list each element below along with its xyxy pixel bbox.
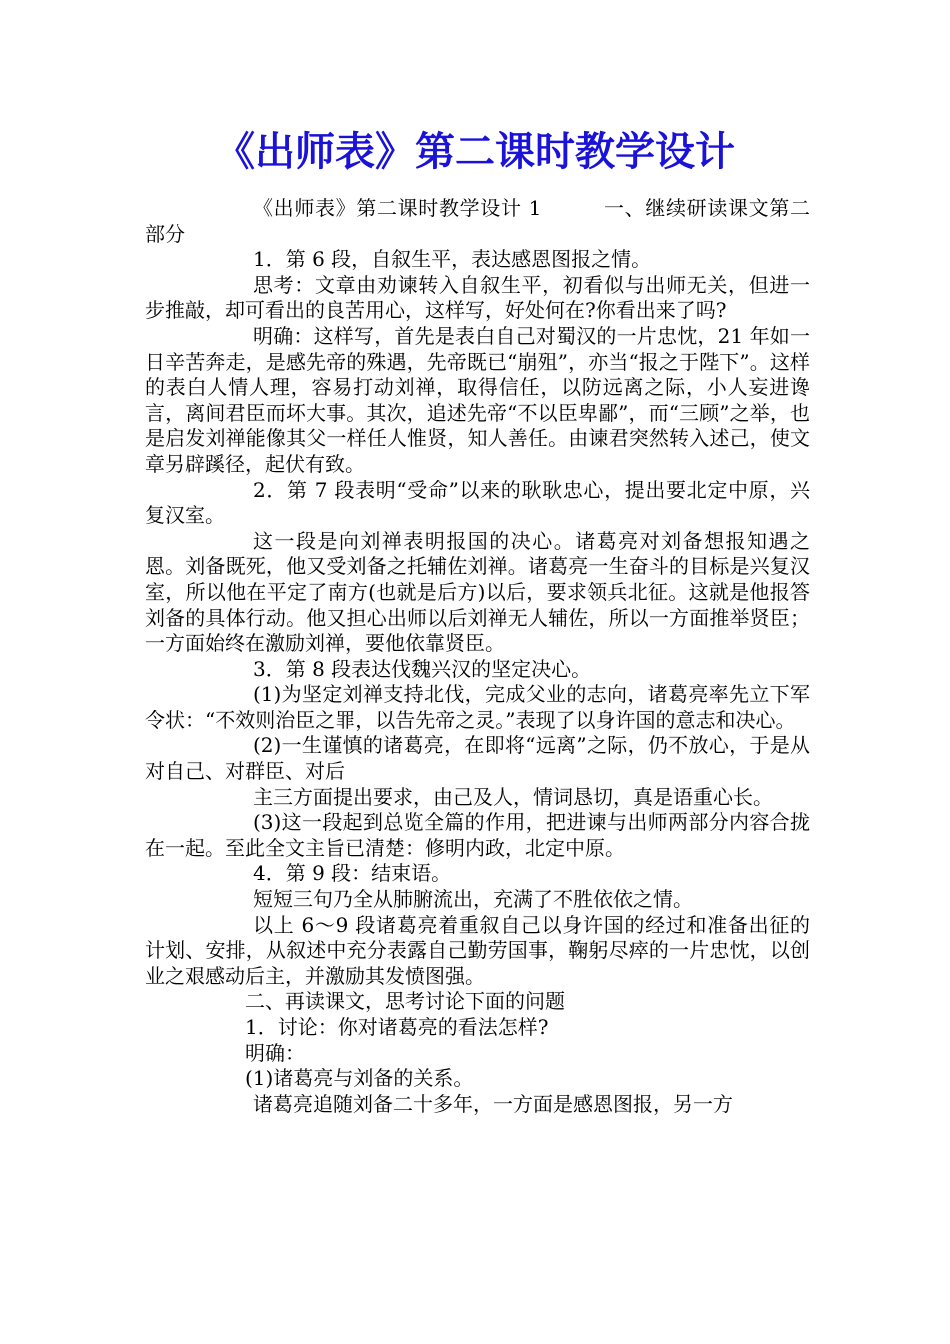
paragraph-relation-body: 诸葛亮追随刘备二十多年，一方面是感恩图报，另一方 (253, 1091, 733, 1116)
document-title: 《出师表》第二课时教学设计 (215, 129, 735, 175)
paragraph-section-7-heading: 2．第 7 段表明“受命”以来的耿耿忠心，提出要北定中原，兴复汉室。 (145, 477, 810, 528)
paragraph-discussion: 1．讨论：你对诸葛亮的看法怎样? (245, 1015, 549, 1039)
paragraph-point-2: (2)一生谨慎的诸葛亮，在即将“远离”之际，仍不放心，于是从对自己、对群臣、对后 (145, 733, 810, 784)
paragraph-clarify-2: 明确： (245, 1040, 305, 1065)
paragraph-point-2-cont: 主三方面提出要求，由己及人，情词恳切，真是语重心长。 (253, 784, 773, 809)
paragraph-point-3: (3)这一段起到总览全篇的作用，把进谏与出师两部分内容合拢在一起。至此全文主旨已清楚：修明内政，北定中原。 (145, 810, 810, 860)
paragraph-relation-heading: (1)诸葛亮与刘备的关系。 (245, 1066, 474, 1091)
paragraph-section-6-heading: 1．第 6 段，自叙生平，表达感恩图报之情。 (253, 247, 652, 272)
document-body (145, 196, 810, 1117)
paragraph-section-9-heading: 4．第 9 段：结束语。 (253, 861, 452, 886)
paragraph-think: 思考：文章由劝谏转入自叙生平，初看似与出师无关，但进一步推敲，却可看出的良苦用心，这样写，好处何在?你看出来了吗? (145, 272, 810, 323)
paragraph-part-2-heading: 二、再读课文，思考讨论下面的问题 (245, 989, 565, 1014)
paragraph-point-1: (1)为坚定刘禅支持北伐，完成父业的志向，诸葛亮率先立下军令状：“不效则治臣之罪，以告先帝之灵。”表现了以身许国的意志和决心。 (145, 682, 810, 732)
paragraph-section-7-body: 这一段是向刘禅表明报国的决心。诸葛亮对刘备想报知遇之恩。刘备既死，他又受刘备之托辅佐刘禅。诸葛亮一生奋斗的目标是兴复汉室，所以他在平定了南方(也就是后方)以后，要求领兵北征。这就是他报答刘备的具体行动。他又担心出师以后刘禅无人辅佐，所以一方面推举贤臣；一方面始终在激励刘禅，要他依靠贤臣。 (145, 528, 810, 656)
paragraph-intro: 《出师表》第二课时教学设计 1 一、继续研读课文第二部分 (145, 196, 810, 246)
paragraph-clarify-1: 明确：这样写，首先是表白自己对蜀汉的一片忠忱，21 年如一日辛苦奔走，是感先帝的殊遇，先帝既已“崩殂”，亦当“报之于陛下”。这样的表白人情人理，容易打动刘禅，取得信任，以防远离之际，小人妄进谗言，离间君臣而坏大事。其次，追述先帝“不以臣卑鄙”，而“三顾”之举，也是启发刘禅能像其父一样任人惟贤，知人善任。由谏君突然转入述己，使文章另辟蹊径，起伏有致。 (145, 323, 810, 476)
paragraph-summary: 以上 6～9 段诸葛亮着重叙自己以身许国的经过和准备出征的计划、安排，从叙述中充分表露自己勤劳国事，鞠躬尽瘁的一片忠忱，以创业之艰感动后主，并激励其发愤图强。 (145, 912, 810, 988)
paragraph-section-9-body: 短短三句乃全从肺腑流出，充满了不胜依依之情。 (253, 887, 693, 912)
paragraph-section-8-heading: 3．第 8 段表达伐魏兴汉的坚定决心。 (253, 656, 592, 681)
